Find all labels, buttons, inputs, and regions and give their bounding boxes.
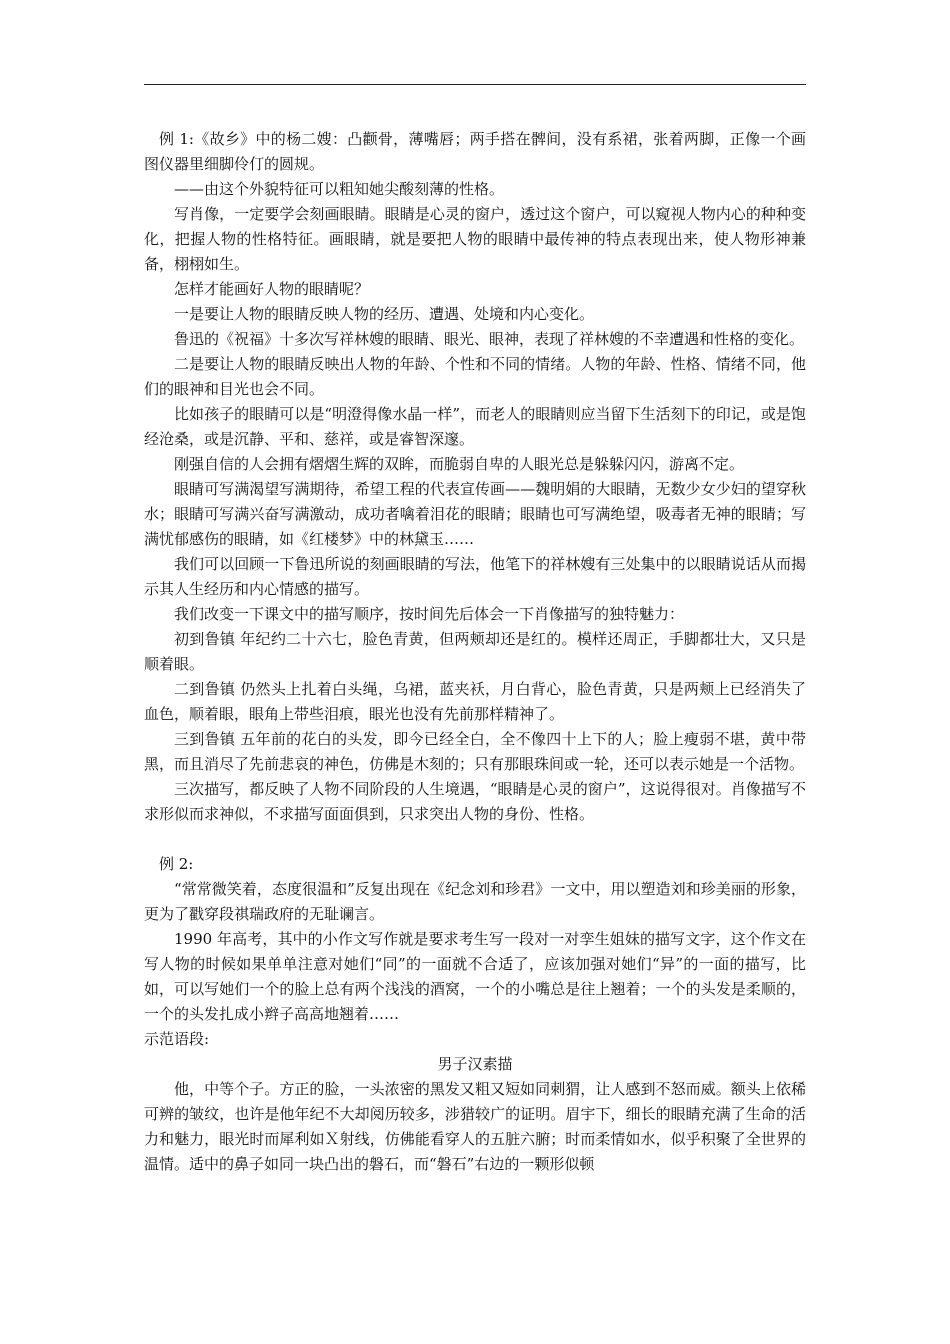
example1-paragraph: 一是要让人物的眼睛反映人物的经历、遭遇、处境和内心变化。: [174, 305, 595, 323]
example1-paragraph: 二是要让人物的眼睛反映出人物的年龄、个性和不同的情绪。人物的年龄、性格、情绪不同，他们的眼神和目光也会不同。: [144, 355, 806, 398]
sample-label: 示范语段:: [144, 1030, 210, 1048]
example1-paragraph: 初到鲁镇 年纪约二十六七，脸色青黄，但两颊却还是红的。模样还周正，手脚都壮大，又只是顺着眼。: [144, 630, 806, 673]
example1-intro: 例 1:《故乡》中的杨二嫂：凸颧骨，薄嘴唇；两手搭在髀间，没有系裙，张着两脚，正像一个画图仪器里细脚伶仃的圆规。: [144, 130, 806, 173]
example2-paragraph: “常常微笑着，态度很温和”反复出现在《纪念刘和珍君》一文中，用以塑造刘和珍美丽的形象，更为了戳穿段祺瑞政府的无耻谰言。: [144, 880, 806, 923]
example1-paragraph: 写肖像，一定要学会刻画眼睛。眼睛是心灵的窗户，透过这个窗户，可以窥视人物内心的种种变化，把握人物的性格特征。画眼睛，就是要把人物的眼睛中最传神的特点表现出来，使人物形神兼备，栩栩如生。: [144, 205, 806, 273]
example1-paragraph: 我们改变一下课文中的描写顺序，按时间先后体会一下肖像描写的独特魅力：: [174, 605, 685, 623]
example1-paragraph: ——由这个外貌特征可以粗知她尖酸刻薄的性格。: [174, 180, 505, 198]
section-spacer: [144, 827, 806, 852]
example1-paragraph: 眼睛可写满渴望写满期待，希望工程的代表宣传画——魏明娟的大眼睛，无数少女少妇的望穿秋水；眼睛可写满兴奋写满激动，成功者噙着泪花的眼睛；眼睛也可写满绝望，吸毒者无神的眼睛；写满忧郁感伤的眼睛，如《红楼梦》中的林黛玉……: [144, 480, 806, 548]
header-rule: [144, 84, 806, 85]
example1-paragraph: 怎样才能画好人物的眼睛呢？: [174, 280, 370, 298]
example1-paragraph: 我们可以回顾一下鲁迅所说的刻画眼睛的写法，他笔下的祥林嫂有三处集中的以眼睛说话从而揭示其人生经历和内心情感的描写。: [144, 555, 806, 598]
example1-paragraph: 刚强自信的人会拥有熠熠生辉的双眸，而脆弱自卑的人眼光总是躲躲闪闪，游离不定。: [174, 455, 745, 473]
example2-label: 例 2:: [159, 855, 194, 873]
document-body: [144, 127, 806, 1177]
example1-paragraph: 三次描写，都反映了人物不同阶段的人生境遇，“眼睛是心灵的窗户”，这说得很对。肖像描写不求形似而求神似，不求描写面面俱到，只求突出人物的身份、性格。: [144, 780, 806, 823]
sample-text: 他，中等个子。方正的脸，一头浓密的黑发又粗又短如同刺猬，让人感到不怒而威。额头上依稀可辨的皱纹，也许是他年纪不大却阅历较多，涉猎较广的证明。眉宇下，细长的眼睛充满了生命的活力和魅力，眼光时而犀利如Ｘ射线，仿佛能看穿人的五脏六腑；时而柔情如水，似乎积聚了全世界的温情。适中的鼻子如同一块凸出的磐石，而“磐石”右边的一颗形似顿: [144, 1080, 806, 1173]
example2-paragraph: 1990 年高考，其中的小作文写作就是要求考生写一段对一对孪生姐妹的描写文字，这个作文在写人物的时候如果单单注意对她们“同”的一面就不合适了，应该加强对她们“异”的一面的描写，比如，可以写她们一个的脸上总有两个浅浅的酒窝，一个的小嘴总是往上翘着；一个的头发是柔顺的，一个的头发扎成小辫子高高地翘着……: [144, 930, 806, 1023]
example1-paragraph: 鲁迅的《祝福》十多次写祥林嫂的眼睛、眼光、眼神，表现了祥林嫂的不幸遭遇和性格的变化。: [174, 330, 805, 348]
example1-paragraph: 三到鲁镇 五年前的花白的头发，即今已经全白，全不像四十上下的人；脸上瘦弱不堪，黄中带黑，而且消尽了先前悲哀的神色，仿佛是木刻的；只有那眼珠间或一轮，还可以表示她是一个活物。: [144, 730, 806, 773]
example1-paragraph: 二到鲁镇 仍然头上扎着白头绳，乌裙，蓝夹袄，月白背心，脸色青黄，只是两颊上已经消失了血色，顺着眼，眼角上带些泪痕，眼光也没有先前那样精神了。: [144, 680, 806, 723]
example1-paragraph: 比如孩子的眼睛可以是“明澄得像水晶一样”，而老人的眼睛则应当留下生活刻下的印记，或是饱经沧桑，或是沉静、平和、慈祥，或是睿智深邃。: [144, 405, 806, 448]
sample-title: 男子汉素描: [437, 1055, 513, 1073]
